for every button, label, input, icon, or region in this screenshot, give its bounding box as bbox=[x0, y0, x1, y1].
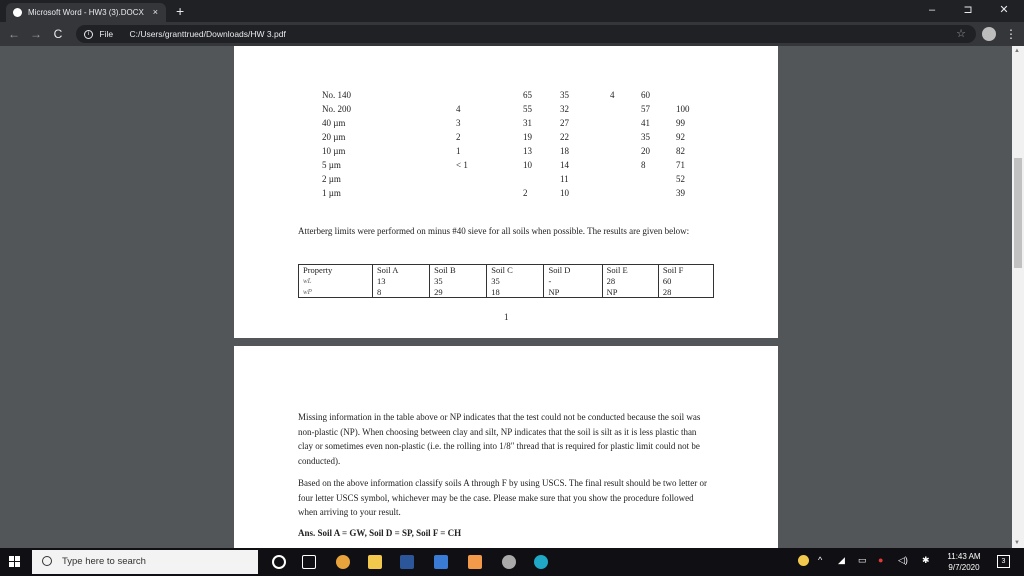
volume-icon[interactable]: ◁) bbox=[898, 555, 908, 565]
reload-button[interactable]: C bbox=[53, 27, 63, 41]
table-row bbox=[234, 188, 778, 202]
page-number: 1 bbox=[504, 312, 509, 322]
percent-finer-cell: 13 bbox=[523, 146, 532, 156]
value-cell: 29 bbox=[430, 287, 487, 298]
percent-finer-cell: 20 bbox=[641, 146, 650, 156]
value-cell: 28 bbox=[658, 287, 713, 298]
cortana-icon[interactable] bbox=[272, 555, 286, 569]
percent-finer-cell: 14 bbox=[560, 160, 569, 170]
value-cell: 60 bbox=[658, 276, 713, 287]
value-cell: 35 bbox=[487, 276, 544, 287]
word-taskbar-icon[interactable] bbox=[400, 555, 414, 569]
percent-finer-cell: 52 bbox=[676, 174, 685, 184]
percent-finer-cell: 1 bbox=[456, 146, 461, 156]
classification-instructions: Based on the above information classify soils A through F by using USCS. The final result should be two letter or four letter USCS symbol, whichever may be the case. Please make sure that you show the procedure followed when arriving to your result. bbox=[298, 478, 708, 517]
sieve-size-cell: 1 µm bbox=[322, 188, 341, 198]
percent-finer-cell: 39 bbox=[676, 188, 685, 198]
property-cell: wP bbox=[299, 287, 373, 298]
percent-finer-cell: 10 bbox=[560, 188, 569, 198]
percent-finer-cell: 35 bbox=[560, 90, 569, 100]
forward-button[interactable]: → bbox=[30, 27, 42, 41]
percent-finer-cell: 99 bbox=[676, 118, 685, 128]
vertical-scrollbar[interactable] bbox=[1012, 46, 1024, 548]
percent-finer-cell: 22 bbox=[560, 132, 569, 142]
table-row bbox=[299, 276, 714, 287]
header-cell: Soil D bbox=[544, 265, 602, 276]
notification-center-icon[interactable]: 3 bbox=[997, 555, 1010, 568]
back-button[interactable]: ← bbox=[8, 27, 20, 41]
battery-icon[interactable]: ▭ bbox=[858, 555, 867, 565]
sieve-size-cell: 5 µm bbox=[322, 160, 341, 170]
percent-finer-cell: 31 bbox=[523, 118, 532, 128]
table-row bbox=[234, 104, 778, 118]
browser-tab[interactable] bbox=[6, 3, 166, 22]
sieve-size-cell: No. 200 bbox=[322, 104, 351, 114]
percent-finer-cell: 2 bbox=[523, 188, 528, 198]
taskbar-search-input[interactable] bbox=[32, 550, 258, 574]
header-cell: Soil A bbox=[372, 265, 429, 276]
percent-finer-cell: 19 bbox=[523, 132, 532, 142]
browser-title-bar bbox=[0, 0, 1024, 22]
percent-finer-cell: 82 bbox=[676, 146, 685, 156]
percent-finer-cell: 3 bbox=[456, 118, 461, 128]
percent-finer-cell: 2 bbox=[456, 132, 461, 142]
windows-taskbar bbox=[0, 548, 1024, 576]
table-row bbox=[234, 160, 778, 174]
edge-taskbar-icon[interactable] bbox=[534, 555, 548, 569]
address-url: C:/Users/granttrued/Downloads/HW 3.pdf bbox=[129, 29, 286, 39]
atterberg-intro: Atterberg limits were performed on minus #40 sieve for all soils when possible. The results are given below: bbox=[298, 226, 690, 236]
percent-finer-cell: 27 bbox=[560, 118, 569, 128]
pdf-viewer[interactable] bbox=[0, 46, 1012, 548]
header-cell: Soil C bbox=[487, 265, 544, 276]
new-tab-button[interactable]: + bbox=[176, 3, 185, 19]
percent-finer-cell: 57 bbox=[641, 104, 650, 114]
percent-finer-cell: 18 bbox=[560, 146, 569, 156]
language-icon[interactable]: ✱ bbox=[922, 555, 930, 565]
value-cell: - bbox=[544, 276, 602, 287]
percent-finer-cell: 41 bbox=[641, 118, 650, 128]
percent-finer-cell: 55 bbox=[523, 104, 532, 114]
header-cell: Soil B bbox=[430, 265, 487, 276]
atterberg-table bbox=[298, 264, 714, 298]
percent-finer-cell: 71 bbox=[676, 160, 685, 170]
pdf-page-2 bbox=[234, 346, 778, 548]
percent-finer-cell: 35 bbox=[641, 132, 650, 142]
info-icon[interactable]: i bbox=[84, 30, 93, 39]
table-row bbox=[234, 174, 778, 188]
percent-finer-cell: 100 bbox=[676, 104, 690, 114]
chrome-taskbar-icon[interactable] bbox=[336, 555, 350, 569]
percent-finer-cell: 65 bbox=[523, 90, 532, 100]
header-cell: Property bbox=[299, 265, 373, 276]
percent-finer-cell: 32 bbox=[560, 104, 569, 114]
sieve-size-cell: No. 140 bbox=[322, 90, 351, 100]
table-row bbox=[299, 287, 714, 298]
tab-title: Microsoft Word - HW3 (3).DOCX bbox=[28, 8, 144, 17]
sieve-size-cell: 10 µm bbox=[322, 146, 346, 156]
sieve-size-cell: 20 µm bbox=[322, 132, 346, 142]
sieve-size-cell: 40 µm bbox=[322, 118, 346, 128]
address-scheme-label: File bbox=[99, 29, 114, 39]
atterberg-header-row bbox=[299, 265, 714, 276]
answer-line: Ans. Soil A = GW, Soil D = SP, Soil F = CH bbox=[298, 528, 462, 538]
table-row bbox=[234, 90, 778, 104]
value-cell: NP bbox=[544, 287, 602, 298]
help-tray-icon[interactable] bbox=[798, 555, 809, 566]
scroll-up-arrow-icon[interactable]: ▲ bbox=[1014, 48, 1020, 54]
browser-toolbar bbox=[0, 22, 1024, 46]
percent-finer-cell: 11 bbox=[560, 174, 569, 184]
header-cell: Soil F bbox=[658, 265, 713, 276]
value-cell: 13 bbox=[372, 276, 429, 287]
scroll-down-arrow-icon[interactable]: ▼ bbox=[1014, 540, 1020, 546]
value-cell: 35 bbox=[430, 276, 487, 287]
browser-menu-icon[interactable]: ⋮ bbox=[1005, 27, 1017, 41]
file-explorer-icon[interactable] bbox=[368, 555, 382, 569]
minimize-button[interactable]: – bbox=[928, 4, 936, 16]
table-row bbox=[234, 132, 778, 146]
tab-favicon-icon bbox=[13, 8, 22, 17]
percent-finer-cell: 4 bbox=[456, 104, 461, 114]
scroll-thumb[interactable] bbox=[1014, 158, 1022, 268]
percent-finer-cell: 60 bbox=[641, 90, 650, 100]
tab-close-icon[interactable]: × bbox=[152, 7, 158, 17]
value-cell: 28 bbox=[602, 276, 658, 287]
task-view-icon[interactable] bbox=[302, 555, 316, 569]
table-row bbox=[234, 118, 778, 132]
header-cell: Soil E bbox=[602, 265, 658, 276]
percent-finer-cell: 8 bbox=[641, 160, 646, 170]
antivirus-icon[interactable]: ● bbox=[878, 555, 884, 565]
address-bar[interactable] bbox=[76, 25, 976, 43]
taskbar-clock[interactable] bbox=[936, 551, 992, 573]
close-window-button[interactable]: ✕ bbox=[999, 4, 1009, 16]
show-hidden-icons-icon[interactable]: ^ bbox=[818, 555, 823, 565]
calculator-taskbar-icon[interactable] bbox=[468, 555, 482, 569]
pdf-page-1 bbox=[234, 46, 778, 338]
photos-taskbar-icon[interactable] bbox=[434, 555, 448, 569]
value-cell: 8 bbox=[372, 287, 429, 298]
search-placeholder: Type here to search bbox=[62, 556, 146, 567]
percent-finer-cell: 4 bbox=[610, 90, 615, 100]
percent-finer-cell: < 1 bbox=[456, 160, 468, 170]
value-cell: 18 bbox=[487, 287, 544, 298]
restore-button[interactable]: ⊐ bbox=[963, 4, 973, 16]
percent-finer-cell: 10 bbox=[523, 160, 532, 170]
property-cell: wL bbox=[299, 276, 373, 287]
paint-taskbar-icon[interactable] bbox=[502, 555, 516, 569]
network-icon[interactable]: ◢ bbox=[838, 555, 845, 565]
value-cell: NP bbox=[602, 287, 658, 298]
non-plastic-paragraph: Missing information in the table above or NP indicates that the test could not be conducted because the soil was non-plastic (NP). When choosing between clay and silt, NP indicates that the soil is silt as it is less plastic than clay or sometimes even non-plastic (i.e. the rolling into 1/8" thread that is required for plastic limit could not be conducted). bbox=[298, 412, 701, 466]
clock-time: 11:43 AM bbox=[947, 552, 981, 561]
bookmark-star-icon[interactable]: ☆ bbox=[956, 28, 966, 40]
search-icon bbox=[42, 556, 52, 566]
percent-finer-cell: 92 bbox=[676, 132, 685, 142]
table-row bbox=[234, 146, 778, 160]
clock-date: 9/7/2020 bbox=[948, 563, 980, 572]
windows-start-icon[interactable] bbox=[9, 556, 21, 568]
sieve-size-cell: 2 µm bbox=[322, 174, 341, 184]
profile-avatar-icon[interactable] bbox=[982, 27, 996, 41]
